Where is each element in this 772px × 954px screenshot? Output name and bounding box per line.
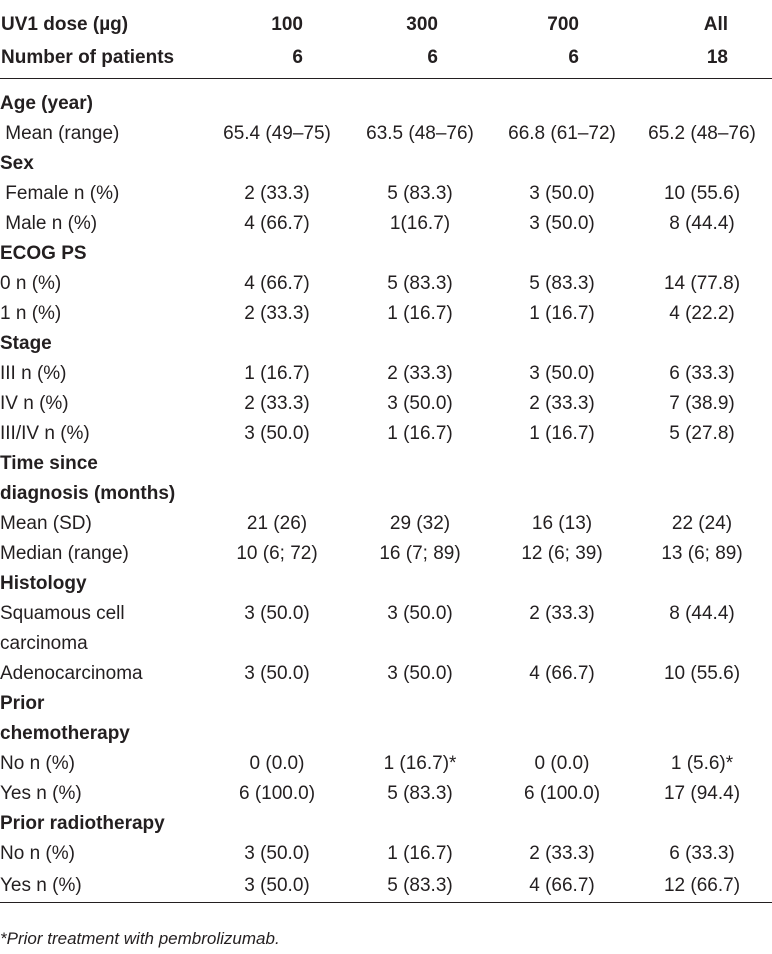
header-patients-all: 18 bbox=[632, 41, 772, 79]
value-700: 0 (0.0) bbox=[534, 753, 590, 774]
value-300: 29 (32) bbox=[389, 513, 451, 534]
section-heading-row bbox=[0, 239, 772, 269]
row-label: No n (%) bbox=[0, 843, 75, 864]
row-label: 0 n (%) bbox=[0, 273, 62, 294]
value-100: 3 (50.0) bbox=[244, 423, 310, 444]
value-700: 3 (50.0) bbox=[529, 183, 595, 204]
row-label: Female n (%) bbox=[0, 183, 120, 204]
row-label: Adenocarcinoma bbox=[0, 663, 143, 684]
value-100: 0 (0.0) bbox=[249, 753, 305, 774]
section-heading-row bbox=[0, 719, 772, 749]
value-700: 6 (100.0) bbox=[523, 783, 601, 804]
row-label: Yes n (%) bbox=[0, 869, 206, 903]
value-all: 14 (77.8) bbox=[663, 273, 741, 294]
value-300: 3 (50.0) bbox=[387, 663, 453, 684]
section-heading: Sex bbox=[0, 153, 34, 174]
header-dose-300: 300 bbox=[406, 14, 438, 35]
value-100: 3 (50.0) bbox=[244, 843, 310, 864]
table-row bbox=[0, 659, 772, 689]
section-heading: Stage bbox=[0, 333, 52, 354]
header-dose-label: UV1 dose (µg) bbox=[1, 14, 129, 35]
header-row-dose bbox=[0, 0, 772, 41]
value-all: 17 (94.4) bbox=[663, 783, 741, 804]
section-heading: Prior bbox=[0, 693, 45, 714]
row-label: Median (range) bbox=[0, 543, 129, 564]
value-300: 1 (16.7) bbox=[387, 423, 453, 444]
table-header bbox=[0, 0, 772, 79]
table-row bbox=[0, 839, 772, 869]
value-all: 1 (5.6)* bbox=[670, 753, 734, 774]
table-row bbox=[0, 779, 772, 809]
section-heading-row bbox=[0, 809, 772, 839]
value-100: 1 (16.7) bbox=[244, 363, 310, 384]
value-700: 4 (66.7) bbox=[529, 663, 595, 684]
value-all: 8 (44.4) bbox=[669, 603, 735, 624]
header-patients-100: 6 bbox=[206, 41, 348, 79]
section-heading-row bbox=[0, 449, 772, 479]
value-300: 1 (16.7)* bbox=[383, 753, 457, 774]
section-heading: ECOG PS bbox=[0, 243, 87, 264]
value-100: 2 (33.3) bbox=[244, 303, 310, 324]
header-dose-100: 100 bbox=[271, 14, 303, 35]
row-label: III/IV n (%) bbox=[0, 423, 90, 444]
value-300: 5 (83.3) bbox=[387, 783, 453, 804]
value-300: 3 (50.0) bbox=[387, 603, 453, 624]
value-300: 16 (7; 89) bbox=[379, 543, 461, 564]
value-100: 10 (6; 72) bbox=[236, 543, 318, 564]
section-heading: diagnosis (months) bbox=[0, 483, 176, 504]
value-all: 6 (33.3) bbox=[669, 363, 735, 384]
row-label: No n (%) bbox=[0, 753, 75, 774]
table-row bbox=[0, 179, 772, 209]
value-300: 2 (33.3) bbox=[387, 363, 453, 384]
header-row-patients bbox=[0, 41, 772, 79]
section-heading-row bbox=[0, 689, 772, 719]
value-300: 5 (83.3) bbox=[348, 869, 492, 903]
value-700: 1 (16.7) bbox=[529, 303, 595, 324]
row-label: 1 n (%) bbox=[0, 303, 62, 324]
value-all: 22 (24) bbox=[671, 513, 733, 534]
table-row bbox=[0, 539, 772, 569]
row-label: Mean (SD) bbox=[0, 513, 92, 534]
table-row bbox=[0, 209, 772, 239]
value-700 bbox=[492, 629, 632, 659]
row-label: IV n (%) bbox=[0, 393, 69, 414]
table-row bbox=[0, 599, 772, 629]
header-patients-label: Number of patients bbox=[0, 41, 206, 79]
value-700: 4 (66.7) bbox=[492, 869, 632, 903]
value-300 bbox=[348, 629, 492, 659]
value-700: 2 (33.3) bbox=[529, 393, 595, 414]
value-all: 6 (33.3) bbox=[669, 843, 735, 864]
table-row bbox=[0, 359, 772, 389]
table-row bbox=[0, 299, 772, 329]
value-300: 5 (83.3) bbox=[387, 273, 453, 294]
value-700: 1 (16.7) bbox=[529, 423, 595, 444]
table-row bbox=[0, 419, 772, 449]
value-all: 8 (44.4) bbox=[669, 213, 735, 234]
section-heading: Prior radiotherapy bbox=[0, 813, 165, 834]
value-100: 4 (66.7) bbox=[244, 273, 310, 294]
table-row bbox=[0, 869, 772, 903]
value-300: 3 (50.0) bbox=[387, 393, 453, 414]
section-heading: Age (year) bbox=[0, 93, 93, 114]
value-100: 6 (100.0) bbox=[238, 783, 316, 804]
section-heading-row bbox=[0, 479, 772, 509]
table-body bbox=[0, 79, 772, 903]
value-300: 1(16.7) bbox=[389, 213, 451, 234]
row-label: Male n (%) bbox=[0, 213, 98, 234]
value-100: 65.4 (49–75) bbox=[223, 123, 331, 144]
value-100: 21 (26) bbox=[246, 513, 308, 534]
value-300: 1 (16.7) bbox=[387, 843, 453, 864]
value-all: 10 (55.6) bbox=[663, 183, 741, 204]
section-heading-row bbox=[0, 89, 772, 119]
value-700: 66.8 (61–72) bbox=[508, 123, 616, 144]
value-all: 7 (38.9) bbox=[669, 393, 735, 414]
row-label: carcinoma bbox=[0, 633, 88, 654]
header-patients-300: 6 bbox=[348, 41, 492, 79]
table-row bbox=[0, 629, 772, 659]
value-100 bbox=[206, 629, 348, 659]
section-heading-row bbox=[0, 329, 772, 359]
section-heading: chemotherapy bbox=[0, 723, 130, 744]
value-100: 2 (33.3) bbox=[244, 393, 310, 414]
value-700: 12 (6; 39) bbox=[521, 543, 603, 564]
table-row bbox=[0, 749, 772, 779]
value-700: 2 (33.3) bbox=[529, 603, 595, 624]
value-700: 3 (50.0) bbox=[529, 363, 595, 384]
section-heading: Histology bbox=[0, 573, 87, 594]
table-row bbox=[0, 389, 772, 419]
header-patients-700: 6 bbox=[492, 41, 632, 79]
value-100: 3 (50.0) bbox=[206, 869, 348, 903]
section-heading: Time since bbox=[0, 453, 98, 474]
value-100: 3 (50.0) bbox=[244, 603, 310, 624]
row-label: III n (%) bbox=[0, 363, 67, 384]
value-all: 65.2 (48–76) bbox=[648, 123, 756, 144]
value-300: 1 (16.7) bbox=[387, 303, 453, 324]
value-100: 4 (66.7) bbox=[244, 213, 310, 234]
spacer-row bbox=[0, 79, 772, 90]
value-all: 4 (22.2) bbox=[669, 303, 735, 324]
value-100: 2 (33.3) bbox=[244, 183, 310, 204]
footnote: *Prior treatment with pembrolizumab. bbox=[0, 929, 280, 948]
value-300: 63.5 (48–76) bbox=[366, 123, 474, 144]
value-100: 3 (50.0) bbox=[244, 663, 310, 684]
value-all bbox=[632, 629, 772, 659]
row-label: Squamous cell bbox=[0, 603, 125, 624]
value-700: 2 (33.3) bbox=[529, 843, 595, 864]
header-dose-700: 700 bbox=[547, 14, 579, 35]
value-700: 5 (83.3) bbox=[529, 273, 595, 294]
table-row bbox=[0, 269, 772, 299]
row-label: Mean (range) bbox=[0, 123, 120, 144]
value-all: 10 (55.6) bbox=[663, 663, 741, 684]
value-700: 3 (50.0) bbox=[529, 213, 595, 234]
value-300: 5 (83.3) bbox=[387, 183, 453, 204]
table-row bbox=[0, 509, 772, 539]
value-all: 13 (6; 89) bbox=[661, 543, 743, 564]
row-label: Yes n (%) bbox=[0, 783, 82, 804]
value-all: 5 (27.8) bbox=[669, 423, 735, 444]
section-heading-row bbox=[0, 149, 772, 179]
value-all: 12 (66.7) bbox=[632, 869, 772, 903]
header-dose-all: All bbox=[703, 14, 728, 35]
section-heading-row bbox=[0, 569, 772, 599]
value-700: 16 (13) bbox=[531, 513, 593, 534]
table-row bbox=[0, 119, 772, 149]
